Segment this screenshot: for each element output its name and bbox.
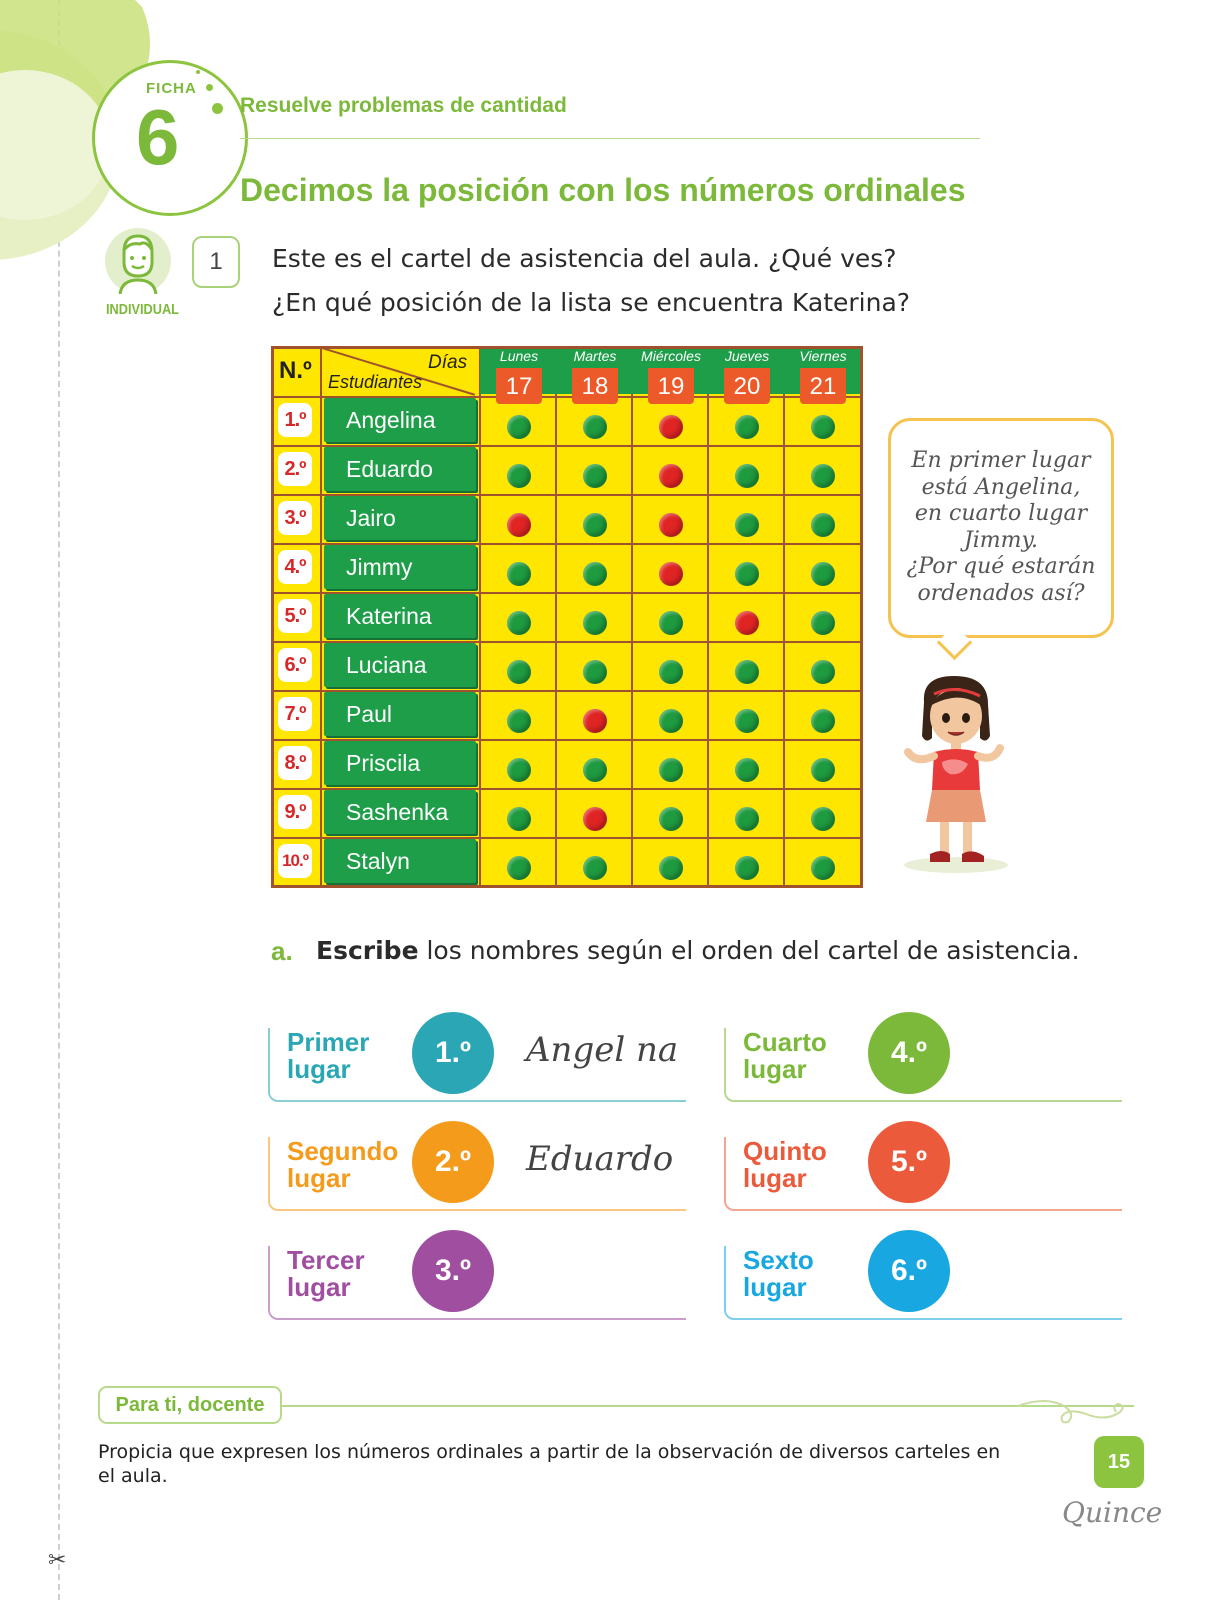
- ordinal-tag: 4.º: [278, 550, 312, 584]
- grid-line: [631, 349, 633, 885]
- absent-dot: [735, 611, 759, 635]
- student-name-tag: Jimmy: [324, 545, 476, 589]
- present-dot: [507, 562, 531, 586]
- ordinal-tag: 3.º: [278, 501, 312, 535]
- ordinal-number-circle: 4.º: [868, 1012, 950, 1094]
- ordinal-tag: 6.º: [278, 648, 312, 682]
- present-dot: [507, 709, 531, 733]
- day-date-tag: 20: [724, 368, 770, 404]
- present-dot: [735, 856, 759, 880]
- present-dot: [735, 513, 759, 537]
- ordinal-word-line: lugar: [287, 1272, 351, 1302]
- present-dot: [659, 611, 683, 635]
- absent-dot: [583, 807, 607, 831]
- present-dot: [811, 856, 835, 880]
- grid-line: [479, 349, 481, 885]
- page-title: Decimos la posición con los números ordinales: [240, 172, 966, 208]
- present-dot: [811, 611, 835, 635]
- day-date-tag: 19: [648, 368, 694, 404]
- present-dot: [507, 464, 531, 488]
- day-name: Miércoles: [641, 348, 701, 364]
- competence-divider: [240, 138, 980, 139]
- girl-illustration: [896, 672, 1016, 877]
- ordinal-word: [743, 1029, 827, 1083]
- ordinal-word-line: Sexto: [743, 1245, 814, 1275]
- day-date-tag: 17: [496, 368, 542, 404]
- present-dot: [507, 807, 531, 831]
- present-dot: [507, 415, 531, 439]
- present-dot: [811, 562, 835, 586]
- absent-dot: [583, 709, 607, 733]
- day-name: Martes: [573, 348, 617, 364]
- student-name-tag: Priscila: [324, 741, 476, 785]
- days-label: Días: [428, 352, 468, 373]
- task-rest: los nombres según el orden del cartel de asistencia.: [418, 936, 1080, 965]
- ordinal-number-circle: 3.º: [412, 1230, 494, 1312]
- teacher-note-text: Propicia que expresen los números ordinales a partir de la observación de diversos carteles en el aula.: [98, 1441, 1001, 1487]
- student-name-tag: Angelina: [324, 398, 476, 442]
- ordinal-word-line: lugar: [743, 1272, 807, 1302]
- students-label: Estudiantes: [328, 372, 423, 392]
- grid-line: [555, 349, 557, 885]
- student-name-tag: Eduardo: [324, 447, 476, 491]
- student-name-tag: Luciana: [324, 643, 476, 687]
- ordinal-tag: 10.º: [278, 844, 312, 878]
- question-line-1: Este es el cartel de asistencia del aula. ¿Qué ves?: [272, 244, 897, 273]
- ficha-label: FICHA: [146, 80, 197, 97]
- student-name-tag: Stalyn: [324, 839, 476, 883]
- task-verb: Escribe: [316, 936, 419, 965]
- present-dot: [583, 562, 607, 586]
- present-dot: [583, 513, 607, 537]
- present-dot: [583, 660, 607, 684]
- question-line-2: ¿En qué posición de la lista se encuentra Katerina?: [272, 288, 911, 317]
- absent-dot: [507, 513, 531, 537]
- present-dot: [735, 562, 759, 586]
- scissors-icon: ✂: [48, 1548, 67, 1573]
- number-column-header: N.º: [279, 357, 312, 384]
- ordinal-tag: 1.º: [278, 403, 312, 437]
- grid-line: [320, 349, 322, 885]
- present-dot: [811, 513, 835, 537]
- ordinal-tag: 8.º: [278, 746, 312, 780]
- ordinal-word-line: Primer: [287, 1027, 370, 1057]
- ordinal-number-circle: 6.º: [868, 1230, 950, 1312]
- task-letter: a.: [271, 936, 293, 966]
- present-dot: [735, 807, 759, 831]
- bubble-line: En primer lugar: [911, 448, 1091, 473]
- ordinal-number-circle: 5.º: [868, 1121, 950, 1203]
- activity-number: 1: [192, 236, 240, 288]
- present-dot: [811, 660, 835, 684]
- present-dot: [811, 415, 835, 439]
- absent-dot: [659, 415, 683, 439]
- present-dot: [735, 464, 759, 488]
- present-dot: [811, 758, 835, 782]
- student-icon: [116, 232, 160, 294]
- student-name-tag: Katerina: [324, 594, 476, 638]
- day-name: Viernes: [799, 348, 847, 364]
- ordinal-word-line: Tercer: [287, 1245, 365, 1275]
- answer-field[interactable]: Eduardo: [526, 1139, 674, 1179]
- answer-field[interactable]: Angel na: [526, 1030, 679, 1070]
- present-dot: [659, 758, 683, 782]
- present-dot: [583, 464, 607, 488]
- teacher-note-divider: [282, 1405, 1134, 1407]
- present-dot: [735, 660, 759, 684]
- grid-line: [783, 349, 785, 885]
- present-dot: [583, 415, 607, 439]
- ordinal-word: [287, 1247, 365, 1301]
- present-dot: [583, 611, 607, 635]
- day-name: Jueves: [724, 348, 770, 364]
- absent-dot: [659, 464, 683, 488]
- student-name-tag: Paul: [324, 692, 476, 736]
- swirl-decoration-icon: [1016, 1394, 1126, 1430]
- ordinal-word: [743, 1247, 814, 1301]
- ordinal-word: [287, 1029, 369, 1083]
- present-dot: [507, 660, 531, 684]
- present-dot: [735, 758, 759, 782]
- ordinal-tag: 9.º: [278, 795, 312, 829]
- ficha-number: 6: [136, 93, 180, 181]
- ordinal-tag: 5.º: [278, 599, 312, 633]
- student-name-tag: Jairo: [324, 496, 476, 540]
- grid-line: [707, 349, 709, 885]
- teacher-note-label: Para ti, docente: [98, 1386, 282, 1424]
- present-dot: [735, 415, 759, 439]
- present-dot: [811, 464, 835, 488]
- present-dot: [583, 758, 607, 782]
- present-dot: [507, 856, 531, 880]
- student-name-tag: Sashenka: [324, 790, 476, 834]
- bubble-line: ¿Por qué estarán: [906, 554, 1096, 579]
- day-date-tag: 21: [800, 368, 846, 404]
- page-number: 15: [1094, 1436, 1144, 1488]
- present-dot: [735, 709, 759, 733]
- absent-dot: [659, 513, 683, 537]
- ordinal-word: [743, 1138, 827, 1192]
- day-name: Lunes: [499, 348, 539, 364]
- page-number-word: Quince: [1062, 1496, 1163, 1529]
- ordinal-word-line: lugar: [287, 1163, 351, 1193]
- ordinal-word-line: lugar: [743, 1054, 807, 1084]
- present-dot: [659, 856, 683, 880]
- ordinal-number-circle: 2.º: [412, 1121, 494, 1203]
- bubble-line: en cuarto lugar: [914, 501, 1088, 526]
- ordinal-word-line: Segundo: [287, 1136, 399, 1166]
- present-dot: [583, 856, 607, 880]
- bubble-line: Jimmy.: [963, 527, 1039, 553]
- ordinal-tag: 2.º: [278, 452, 312, 486]
- absent-dot: [659, 562, 683, 586]
- ordinal-word-line: Cuarto: [743, 1027, 827, 1057]
- competence-label: Resuelve problemas de cantidad: [240, 94, 567, 117]
- present-dot: [507, 611, 531, 635]
- decor-dot: [206, 84, 213, 91]
- ordinal-word-line: lugar: [743, 1163, 807, 1193]
- ordinal-number-circle: 1.º: [412, 1012, 494, 1094]
- present-dot: [659, 660, 683, 684]
- individual-label: INDIVIDUAL: [106, 301, 179, 318]
- speech-bubble-text: [892, 448, 1110, 607]
- present-dot: [659, 807, 683, 831]
- decor-dot: [212, 103, 223, 114]
- ordinal-tag: 7.º: [278, 697, 312, 731]
- decor-dot: [196, 70, 200, 74]
- ordinal-word-line: Quinto: [743, 1136, 827, 1166]
- ordinal-word: [287, 1138, 398, 1192]
- present-dot: [659, 709, 683, 733]
- present-dot: [811, 807, 835, 831]
- day-date-tag: 18: [572, 368, 618, 404]
- bubble-line: está Angelina,: [921, 474, 1081, 500]
- present-dot: [507, 758, 531, 782]
- ordinal-word-line: lugar: [287, 1054, 351, 1084]
- task-instruction: [316, 936, 1080, 965]
- bubble-line: ordenados así?: [917, 580, 1085, 606]
- present-dot: [811, 709, 835, 733]
